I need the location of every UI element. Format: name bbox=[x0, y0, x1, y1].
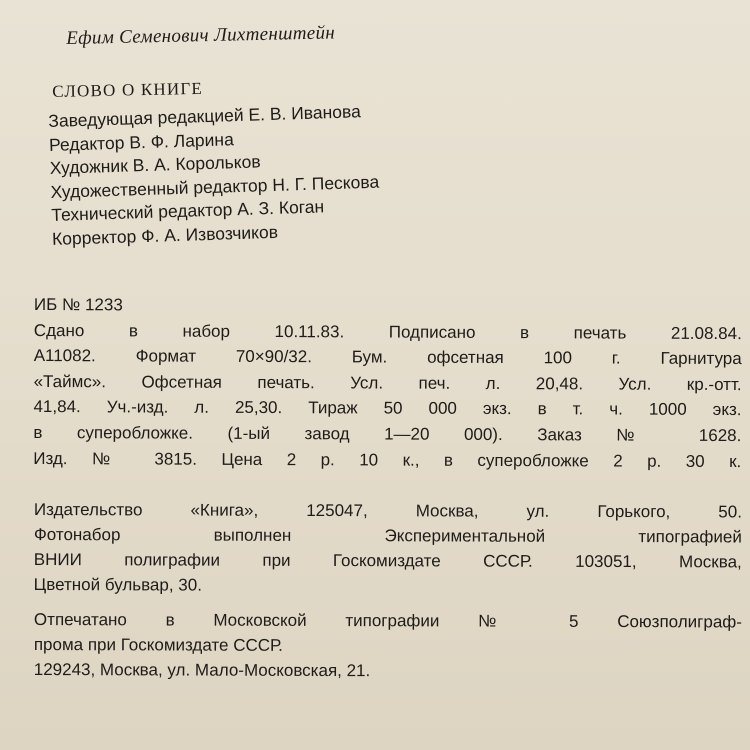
printing-line: прома при Госкомиздате СССР. bbox=[33, 634, 283, 655]
publisher-line: Фотонабор выполнен Экспериментальной типографией bbox=[33, 524, 742, 547]
credit-editor: Редактор В. Ф. Ларина bbox=[48, 128, 235, 155]
publisher-line: Издательство «Книга», 125047, Москва, ул. Горького, 50. bbox=[33, 499, 742, 522]
printing-info bbox=[34, 607, 742, 684]
credit-artist: Художник В. А. Корольков bbox=[49, 151, 261, 179]
imprint-line: Изд. № 3815. Цена 2 р. 10 к., в суперобложке 2 р. 30 к. bbox=[33, 448, 742, 471]
credit-proofreader: Корректор Ф. А. Извозчиков bbox=[51, 221, 279, 249]
author-name: Ефим Семенович Лихтенштейн bbox=[66, 22, 336, 49]
credit-technical-editor: Технический редактор А. З. Коган bbox=[50, 196, 325, 226]
credit-art-editor: Художественный редактор Н. Г. Пескова bbox=[50, 171, 380, 202]
book-title: СЛОВО О КНИГЕ bbox=[52, 78, 204, 101]
imprint-line: Сдано в набор 10.11.83. Подписано в печать 21.08.84. bbox=[33, 320, 742, 343]
imprint-line: «Таймс». Офсетная печать. Усл. печ. л. 20,48. Усл. кр.-отт. bbox=[33, 371, 742, 394]
publisher-line: Цветной бульвар, 30. bbox=[33, 574, 202, 595]
imprint-line: 41,84. Уч.-изд. л. 25,30. Тираж 50 000 экз. в т. ч. 1000 экз. bbox=[33, 397, 742, 420]
imprint-line: в суперобложке. (1-ый завод 1—20 000). Заказ № 1628. bbox=[33, 422, 742, 446]
editorial-credits bbox=[48, 100, 381, 252]
imprint-ib-number: ИБ № 1233 bbox=[33, 294, 123, 315]
publisher-line: ВНИИ полиграфии при Госкомиздате СССР. 103051, Москва, bbox=[33, 549, 742, 572]
credit-head-of-editorial: Заведующая редакцией Е. В. Иванова bbox=[48, 101, 362, 131]
printing-line: 129243, Москва, ул. Мало-Московская, 21. bbox=[33, 659, 371, 681]
printing-line: Отпечатано в Московской типографии № 5 Союзполиграф- bbox=[33, 610, 742, 632]
publisher-info bbox=[34, 497, 742, 599]
imprint-details bbox=[33, 292, 742, 474]
imprint-line: А11082. Формат 70×90/32. Бум. офсетная 100 г. Гарнитура bbox=[33, 346, 742, 369]
